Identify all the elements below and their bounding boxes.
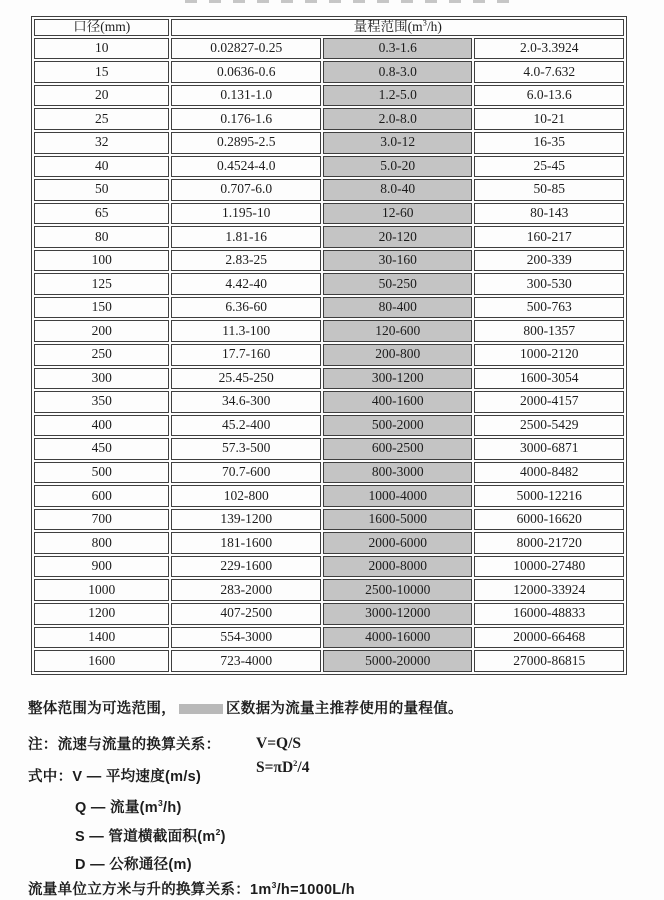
diameter-cell: 80 [34, 226, 169, 248]
header-range-suffix: /h) [426, 19, 442, 34]
area-formula-var: D [281, 759, 294, 776]
recommended-range-cell: 1.2-5.0 [323, 85, 473, 107]
recommended-range-cell: 300-1200 [323, 368, 473, 390]
recommended-range-cell: 0.8-3.0 [323, 61, 473, 83]
table-row [34, 85, 624, 107]
max-range-cell: 50-85 [474, 179, 624, 201]
unit-conversion-superscript: 3 [271, 880, 277, 891]
area-formula-tail: /4 [297, 759, 310, 776]
max-range-cell: 1000-2120 [474, 344, 624, 366]
recommended-range-cell: 2000-6000 [323, 532, 473, 554]
max-range-cell: 20000-66468 [474, 627, 624, 649]
recommended-range-cell: 12-60 [323, 203, 473, 225]
min-range-cell: 6.36-60 [171, 297, 321, 319]
table-row [34, 320, 624, 342]
min-range-cell: 0.2895-2.5 [171, 132, 321, 154]
diameter-cell: 25 [34, 108, 169, 130]
max-range-cell: 300-530 [474, 273, 624, 295]
min-range-cell: 2.83-25 [171, 250, 321, 272]
definition-diameter: D — 公称通径(m) [75, 857, 192, 873]
recommended-range-cell: 200-800 [323, 344, 473, 366]
diameter-cell: 1200 [34, 603, 169, 625]
max-range-cell: 5000-12216 [474, 485, 624, 507]
unit-conversion-tail: /h=1000L/h [276, 882, 355, 898]
diameter-cell: 40 [34, 156, 169, 178]
header-row [34, 19, 624, 36]
min-range-cell: 0.707-6.0 [171, 179, 321, 201]
diameter-cell: 150 [34, 297, 169, 319]
diameter-cell: 700 [34, 509, 169, 531]
table-row [34, 627, 624, 649]
max-range-cell: 8000-21720 [474, 532, 624, 554]
diameter-cell: 20 [34, 85, 169, 107]
table-header [34, 19, 624, 36]
table-row [34, 203, 624, 225]
min-range-cell: 1.195-10 [171, 203, 321, 225]
recommended-range-cell: 0.3-1.6 [323, 38, 473, 60]
header-range [171, 19, 624, 36]
diameter-cell: 300 [34, 368, 169, 390]
diameter-cell: 500 [34, 462, 169, 484]
definition-flow-superscript: 3 [157, 798, 163, 809]
min-range-cell: 1.81-16 [171, 226, 321, 248]
max-range-cell: 3000-6871 [474, 438, 624, 460]
diameter-cell: 10 [34, 38, 169, 60]
legend-note [28, 699, 656, 719]
table-row [34, 344, 624, 366]
legend-text-before: 整体范围为可选范围， [28, 701, 176, 717]
area-formula-lhs: S= [256, 759, 274, 776]
table-row [34, 38, 624, 60]
max-range-cell: 80-143 [474, 203, 624, 225]
header-diameter: 口径(mm) [34, 19, 169, 36]
definition-flow-tail: /h) [163, 800, 182, 816]
min-range-cell: 45.2-400 [171, 415, 321, 437]
recommended-range-cell: 2.0-8.0 [323, 108, 473, 130]
table-row [34, 132, 624, 154]
max-range-cell: 27000-86815 [474, 650, 624, 672]
header-range-superscript: 3 [422, 19, 427, 28]
recommended-range-cell: 800-3000 [323, 462, 473, 484]
diameter-cell: 250 [34, 344, 169, 366]
min-range-cell: 0.176-1.6 [171, 108, 321, 130]
max-range-cell: 16-35 [474, 132, 624, 154]
definition-flow [28, 798, 656, 818]
max-range-cell: 6000-16620 [474, 509, 624, 531]
table-row [34, 108, 624, 130]
min-range-cell: 25.45-250 [171, 368, 321, 390]
recommended-range-cell: 50-250 [323, 273, 473, 295]
recommended-range-cell: 4000-16000 [323, 627, 473, 649]
unit-conversion-text: 流量单位立方米与升的换算关系：1m [28, 882, 272, 898]
table-row [34, 297, 624, 319]
min-range-cell: 57.3-500 [171, 438, 321, 460]
max-range-cell: 4.0-7.632 [474, 61, 624, 83]
max-range-cell: 16000-48833 [474, 603, 624, 625]
max-range-cell: 2.0-3.3924 [474, 38, 624, 60]
diameter-cell: 100 [34, 250, 169, 272]
table-row [34, 61, 624, 83]
diameter-cell: 800 [34, 532, 169, 554]
diameter-cell: 600 [34, 485, 169, 507]
definition-area-tail: ) [220, 829, 226, 845]
recommended-range-cell: 8.0-40 [323, 179, 473, 201]
area-formula [256, 756, 309, 780]
unit-conversion-note [28, 880, 656, 900]
recommended-range-cell: 600-2500 [323, 438, 473, 460]
diameter-cell: 400 [34, 415, 169, 437]
recommended-range-cell: 20-120 [323, 226, 473, 248]
table-row [34, 179, 624, 201]
recommended-range-cell: 3.0-12 [323, 132, 473, 154]
min-range-cell: 407-2500 [171, 603, 321, 625]
pi-symbol: π [273, 759, 282, 776]
diameter-cell: 32 [34, 132, 169, 154]
recommended-range-cell: 80-400 [323, 297, 473, 319]
recommended-range-cell: 30-160 [323, 250, 473, 272]
table-row [34, 650, 624, 672]
table-row [34, 556, 624, 578]
diameter-cell: 1400 [34, 627, 169, 649]
diameter-cell: 1600 [34, 650, 169, 672]
diameter-cell: 350 [34, 391, 169, 413]
definition-velocity: 式中：V — 平均速度(m/s) [28, 769, 202, 785]
table-body [34, 38, 624, 672]
max-range-cell: 10000-27480 [474, 556, 624, 578]
max-range-cell: 160-217 [474, 226, 624, 248]
min-range-cell: 229-1600 [171, 556, 321, 578]
diameter-cell: 900 [34, 556, 169, 578]
recommended-range-cell: 120-600 [323, 320, 473, 342]
table-row [34, 509, 624, 531]
definition-flow-text: Q — 流量(m [75, 800, 158, 816]
recommended-range-cell: 1000-4000 [323, 485, 473, 507]
min-range-cell: 0.0636-0.6 [171, 61, 321, 83]
max-range-cell: 800-1357 [474, 320, 624, 342]
definition-area-superscript: 2 [215, 827, 221, 838]
max-range-cell: 12000-33924 [474, 579, 624, 601]
header-range-prefix: 量程范围(m [353, 19, 423, 34]
gray-area-swatch [179, 704, 223, 714]
min-range-cell: 723-4000 [171, 650, 321, 672]
max-range-cell: 500-763 [474, 297, 624, 319]
recommended-range-cell: 2000-8000 [323, 556, 473, 578]
min-range-cell: 139-1200 [171, 509, 321, 531]
table-row [34, 579, 624, 601]
min-range-cell: 0.4524-4.0 [171, 156, 321, 178]
area-formula-superscript: 2 [293, 757, 298, 768]
recommended-range-cell: 2500-10000 [323, 579, 473, 601]
diameter-cell: 1000 [34, 579, 169, 601]
definition-area [28, 827, 656, 847]
diameter-cell: 65 [34, 203, 169, 225]
min-range-cell: 0.02827-0.25 [171, 38, 321, 60]
table-row [34, 226, 624, 248]
min-range-cell: 283-2000 [171, 579, 321, 601]
min-range-cell: 102-800 [171, 485, 321, 507]
notes-section [28, 699, 656, 900]
min-range-cell: 0.131-1.0 [171, 85, 321, 107]
table-row [34, 391, 624, 413]
table-row [34, 462, 624, 484]
diameter-cell: 125 [34, 273, 169, 295]
table-row [34, 368, 624, 390]
min-range-cell: 70.7-600 [171, 462, 321, 484]
table-row [34, 438, 624, 460]
max-range-cell: 200-339 [474, 250, 624, 272]
recommended-range-cell: 500-2000 [323, 415, 473, 437]
table-row [34, 485, 624, 507]
table-row [34, 250, 624, 272]
max-range-cell: 2500-5429 [474, 415, 624, 437]
max-range-cell: 10-21 [474, 108, 624, 130]
diameter-cell: 450 [34, 438, 169, 460]
max-range-cell: 1600-3054 [474, 368, 624, 390]
velocity-formula: V=Q/S [256, 735, 302, 752]
diameter-cell: 15 [34, 61, 169, 83]
diameter-cell: 200 [34, 320, 169, 342]
flow-range-table [31, 16, 627, 675]
table-row [34, 603, 624, 625]
definition-area-text: S — 管道横截面积(m [75, 829, 216, 845]
max-range-cell: 4000-8482 [474, 462, 624, 484]
recommended-range-cell: 3000-12000 [323, 603, 473, 625]
diameter-cell: 50 [34, 179, 169, 201]
clipped-text-remnant [185, 0, 515, 3]
table-row [34, 273, 624, 295]
min-range-cell: 554-3000 [171, 627, 321, 649]
min-range-cell: 11.3-100 [171, 320, 321, 342]
min-range-cell: 17.7-160 [171, 344, 321, 366]
min-range-cell: 4.42-40 [171, 273, 321, 295]
max-range-cell: 25-45 [474, 156, 624, 178]
min-range-cell: 34.6-300 [171, 391, 321, 413]
table-row [34, 532, 624, 554]
table-row [34, 415, 624, 437]
recommended-range-cell: 5.0-20 [323, 156, 473, 178]
max-range-cell: 2000-4157 [474, 391, 624, 413]
recommended-range-cell: 5000-20000 [323, 650, 473, 672]
table-row [34, 156, 624, 178]
legend-text-after: 区数据为流量主推荐使用的量程值。 [226, 701, 463, 717]
formula-block [256, 732, 309, 780]
recommended-range-cell: 1600-5000 [323, 509, 473, 531]
conversion-note: 注：流速与流量的换算关系： [28, 737, 221, 753]
min-range-cell: 181-1600 [171, 532, 321, 554]
max-range-cell: 6.0-13.6 [474, 85, 624, 107]
recommended-range-cell: 400-1600 [323, 391, 473, 413]
